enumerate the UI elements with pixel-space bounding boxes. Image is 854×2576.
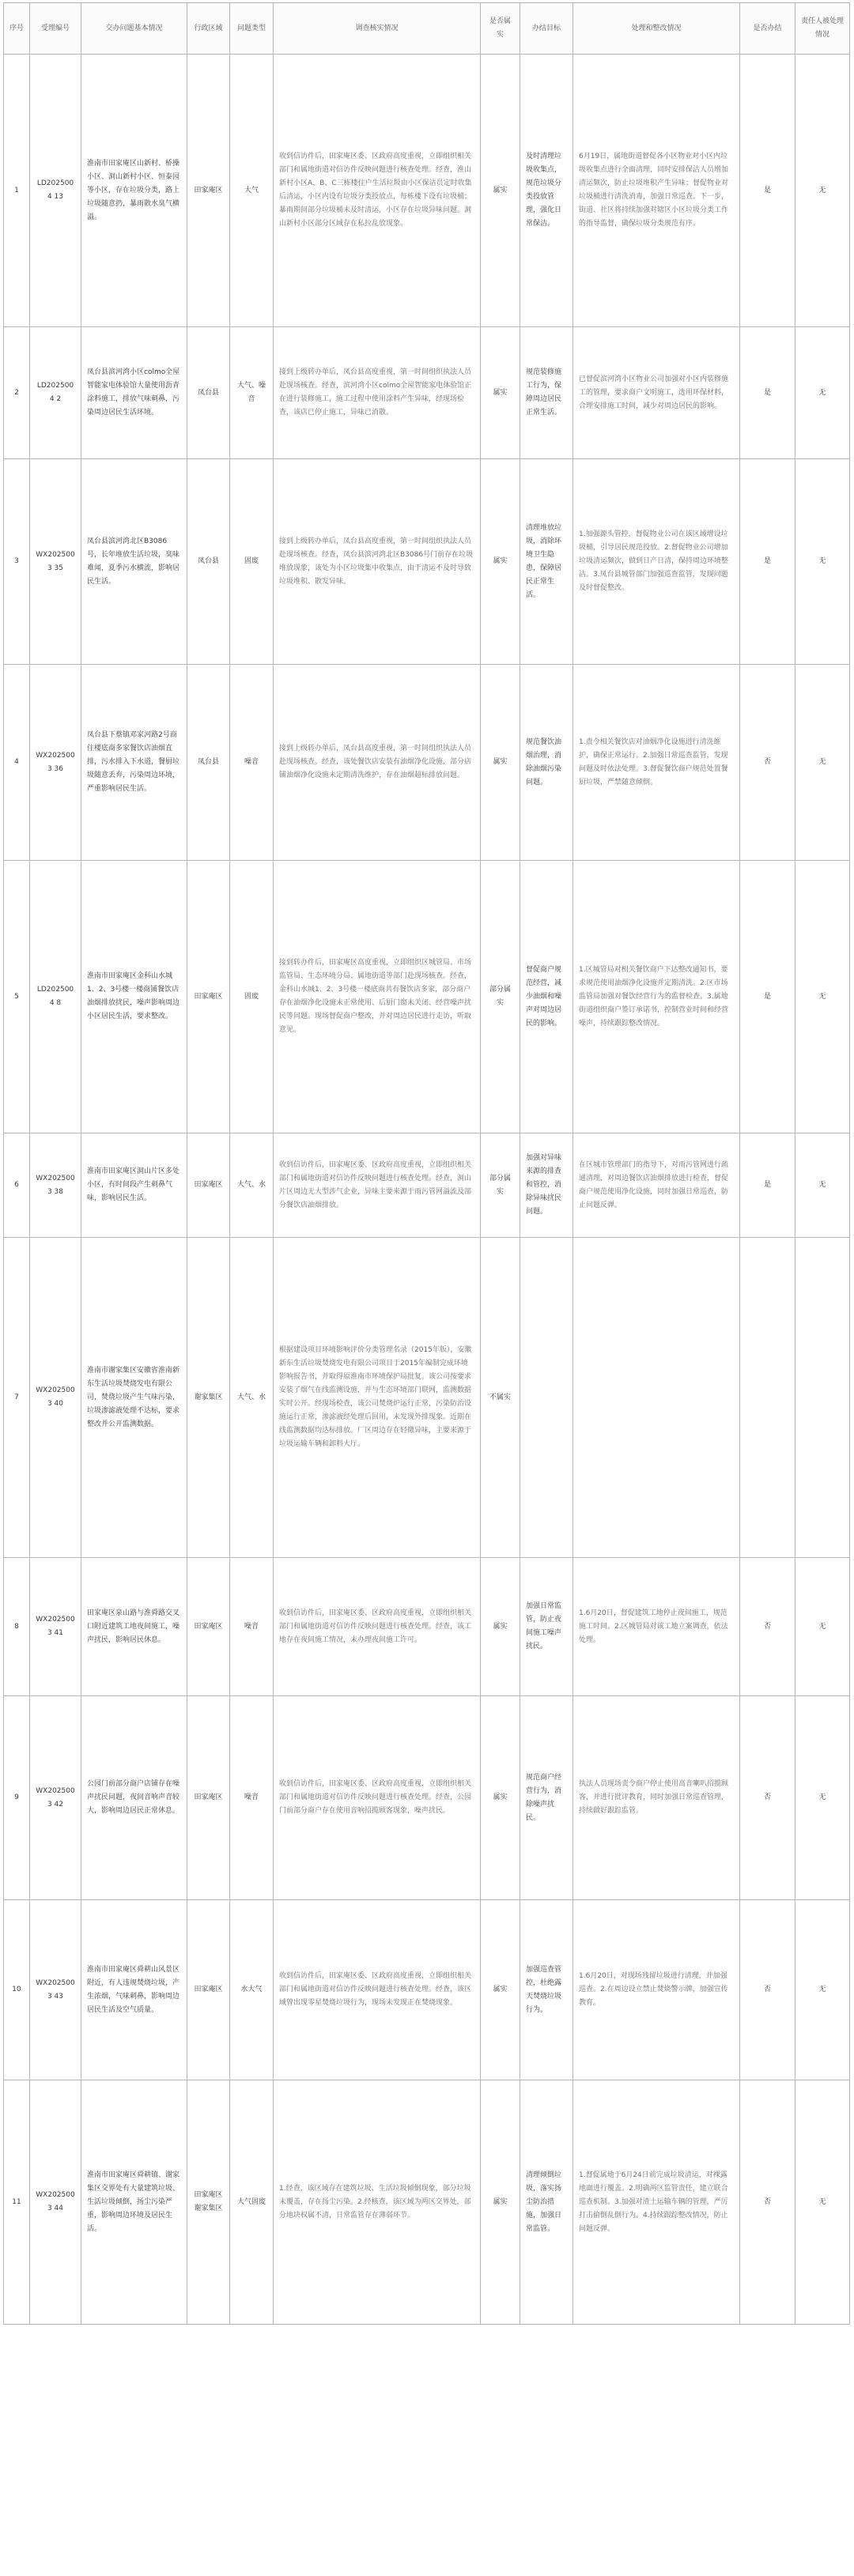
cell-verify: 接到上级转办单后，凤台县高度重视，第一时间组织执法人员赴现场核查。经查，凤台县滨河湾北区B3086号门前存在垃圾堆放现象，该处为小区垃圾集中收集点，由于清运不及时导致垃圾堆积、散发异味。: [274, 459, 481, 665]
header-district: 行政区域: [187, 3, 230, 55]
cell-seq: 7: [4, 1238, 30, 1558]
cell-accountability: 无: [795, 1558, 850, 1696]
cell-accountability: 无: [795, 55, 850, 327]
cell-goal: 及时清理垃圾收集点，规范垃圾分类投放管理，强化日常保洁。: [520, 55, 573, 327]
header-closed: 是否办结: [740, 3, 795, 55]
header-handling: 处理和整改情况: [573, 3, 740, 55]
cell-district: 田家庵区: [187, 861, 230, 1133]
cell-verify: 收到信访件后，田家庵区委、区政府高度重视，立即组织相关部门和属地街道对信访件反映问题进行核查处理。经查，洞山片区周边无大型涉气企业，异味主要来源于雨污管网溢流及部分餐饮店油烟排放。: [274, 1133, 481, 1238]
cell-accountability: 无: [795, 1696, 850, 1900]
table-row: [4, 1558, 850, 1696]
cell-type: 固废: [230, 459, 274, 665]
cell-type: 大气、水: [230, 1238, 274, 1558]
cell-case-no: WX2025003 38: [30, 1133, 81, 1238]
cell-case-no: LD2025004 2: [30, 327, 81, 459]
cell-accountability: 无: [795, 2080, 850, 2325]
cell-is-true: 属实: [481, 2080, 520, 2325]
cell-issue: 凤台县滨河湾北区B3086号，长年堆放生活垃圾，臭味难闻，夏季污水横流，影响居民生活。: [81, 459, 187, 665]
cell-handling: 在区城市管理部门的指导下，对雨污管网进行疏通清理，对周边餐饮店油烟排放进行检查，督促商户规范使用净化设施，同时加强日常巡查，防止问题反弹。: [573, 1133, 740, 1238]
cell-case-no: WX2025003 44: [30, 2080, 81, 2325]
cell-goal: 加强巡查管控，杜绝露天焚烧垃圾行为。: [520, 1900, 573, 2080]
cell-goal: 规范装修施工行为，保障周边居民正常生活。: [520, 327, 573, 459]
cell-is-true: 属实: [481, 1696, 520, 1900]
cell-type: 大气: [230, 55, 274, 327]
cell-verify: 收到信访件后，田家庵区委、区政府高度重视，立即组织相关部门和属地街道对信访件反映问题进行核查处理。经查，淮山新村小区A、B、C三栋楼住户生活垃圾由小区保洁员定时收集后清运，小区内设有垃圾分类投放点，每栋楼下设有垃圾桶；暴雨期间部分垃圾桶未及时清运，小区存在垃圾异味问题。洞山新村小区部分区域存在私拉乱放现象。: [274, 55, 481, 327]
report-table-sheet: [3, 2, 849, 2571]
cell-is-true: 属实: [481, 327, 520, 459]
cell-type: 大气、水: [230, 1133, 274, 1238]
cell-seq: 10: [4, 1900, 30, 2080]
cell-goal: 加强日常监管，防止夜间施工噪声扰民。: [520, 1558, 573, 1696]
cell-accountability: 无: [795, 459, 850, 665]
cell-accountability: 无: [795, 327, 850, 459]
cell-goal: [520, 1238, 573, 1558]
cell-closed: 是: [740, 459, 795, 665]
cell-case-no: WX2025003 43: [30, 1900, 81, 2080]
cell-issue: 淮南市田家庵区舜耕镇、谢家集区交界处有大量建筑垃圾、生活垃圾倾倒，扬尘污染严重，影响周边环境及居民生活。: [81, 2080, 187, 2325]
cell-goal: 规范商户经营行为，消除噪声扰民。: [520, 1696, 573, 1900]
cell-case-no: LD2025004 13: [30, 55, 81, 327]
header-goal: 办结目标: [520, 3, 573, 55]
header-verify: 调查核实情况: [274, 3, 481, 55]
cell-closed: [740, 1238, 795, 1558]
cell-verify: 收到信访件后，田家庵区委、区政府高度重视，立即组织相关部门和属地街道对信访件反映问题进行核查处理。经查，该区域曾出现零星焚烧垃圾行为，现场未发现正在焚烧现象。: [274, 1900, 481, 2080]
cell-district: 凤台县: [187, 459, 230, 665]
cell-district: 凤台县: [187, 327, 230, 459]
table-row: [4, 665, 850, 861]
table-header-row: [4, 3, 850, 55]
cell-issue: 淮南市田家庵区舜耕山风景区附近，有人违规焚烧垃圾，产生浓烟，气味刺鼻，影响周边居民生活及空气质量。: [81, 1900, 187, 2080]
header-seq: 序号: [4, 3, 30, 55]
cell-is-true: 属实: [481, 665, 520, 861]
cell-district: 田家庵区谢家集区: [187, 2080, 230, 2325]
cell-accountability: 无: [795, 1133, 850, 1238]
cell-district: 田家庵区: [187, 1696, 230, 1900]
cell-case-no: WX2025003 41: [30, 1558, 81, 1696]
header-is-true: 是否属实: [481, 3, 520, 55]
cell-closed: 是: [740, 55, 795, 327]
cell-is-true: 属实: [481, 1558, 520, 1696]
table-row: [4, 459, 850, 665]
cell-is-true: 属实: [481, 459, 520, 665]
header-accountability: 责任人被处理情况: [795, 3, 850, 55]
cell-handling: 1.督促属地于6月24日前完成垃圾清运，对裸露地面进行覆盖。2.明确两区监管责任，建立联合巡查机制。3.加强对渣土运输车辆的管理，严厉打击偷倒乱倒行为。4.持续跟踪整改情况，防止问题反弹。: [573, 2080, 740, 2325]
cell-case-no: WX2025003 42: [30, 1696, 81, 1900]
cell-closed: 是: [740, 327, 795, 459]
cell-closed: 是: [740, 861, 795, 1133]
cell-type: 噪音: [230, 665, 274, 861]
cell-goal: 规范餐饮油烟治理，消除油烟污染问题。: [520, 665, 573, 861]
cell-handling: 1.6月20日，督促建筑工地停止夜间施工，规范施工时间。2.区城管局对该工地立案调查，依法处理。: [573, 1558, 740, 1696]
cell-seq: 5: [4, 861, 30, 1133]
cell-handling: 1.责令相关餐饮店对油烟净化设施进行清洗维护，确保正常运行。2.加强日常巡查监管，发现问题及时依法处理。3.督促餐饮商户规范处置餐厨垃圾，严禁随意倾倒。: [573, 665, 740, 861]
table-row: [4, 327, 850, 459]
cell-seq: 4: [4, 665, 30, 861]
cell-closed: 否: [740, 1558, 795, 1696]
cell-verify: 接到转办件后，田家庵区高度重视，立即组织区城管局、市场监管局、生态环境分局、属地街道等部门赴现场核查。经查，金科山水城1、2、3号楼一楼底商共有餐饮店多家，部分商户存在油烟净化设施未正常使用、后厨门窗未关闭、经营噪声扰民等问题。现场督促商户整改，并对周边居民进行走访，听取意见。: [274, 861, 481, 1133]
cell-type: 大气、噪音: [230, 327, 274, 459]
cell-district: 田家庵区: [187, 55, 230, 327]
complaint-table: [3, 2, 850, 2325]
cell-closed: 是: [740, 1133, 795, 1238]
cell-issue: 凤台县下蔡镇邓家河路2号商住楼底商多家餐饮店油烟直排，污水排入下水道，餐厨垃圾随意丢弃，污染周边环境，严重影响居民生活。: [81, 665, 187, 861]
cell-type: 噪音: [230, 1696, 274, 1900]
cell-district: 田家庵区: [187, 1133, 230, 1238]
cell-accountability: 无: [795, 1900, 850, 2080]
cell-seq: 2: [4, 327, 30, 459]
cell-is-true: 不属实: [481, 1238, 520, 1558]
cell-verify: 接到上级转办单后，凤台县高度重视，第一时间组织执法人员赴现场核查。经查，该处餐饮店安装有油烟净化设施，部分店铺油烟净化设施未定期清洗维护，存在油烟超标排放问题。: [274, 665, 481, 861]
cell-issue: 淮南市田家庵区金科山水城1、2、3号楼一楼商铺餐饮店油烟排放扰民，噪声影响周边小区居民生活，要求整改。: [81, 861, 187, 1133]
cell-issue: 公园门前部分商户店铺存在噪声扰民问题，夜间音响声音较大，影响周边居民正常休息。: [81, 1696, 187, 1900]
cell-seq: 11: [4, 2080, 30, 2325]
cell-district: 田家庵区: [187, 1558, 230, 1696]
cell-district: 田家庵区: [187, 1900, 230, 2080]
cell-type: 大气固废: [230, 2080, 274, 2325]
cell-district: 凤台县: [187, 665, 230, 861]
cell-handling: 1.加强源头管控，督促物业公司在该区域增设垃圾桶，引导居民规范投放。2.督促物业公司增加垃圾清运频次，做到日产日清，保持周边环境整洁。3.凤台县城管部门加强巡查监管，发现问题及时督促整改。: [573, 459, 740, 665]
cell-goal: 清理堆放垃圾，消除环境卫生隐患，保障居民正常生活。: [520, 459, 573, 665]
header-type: 问题类型: [230, 3, 274, 55]
cell-closed: 否: [740, 665, 795, 861]
cell-is-true: 部分属实: [481, 1133, 520, 1238]
table-row: [4, 1238, 850, 1558]
cell-handling: 已督促滨河湾小区物业公司加强对小区内装修施工的管理，要求商户文明施工，选用环保材料，合理安排施工时间，减少对周边居民的影响。: [573, 327, 740, 459]
cell-case-no: WX2025003 40: [30, 1238, 81, 1558]
cell-handling: 6月19日，属地街道督促各小区物业对小区内垃圾收集点进行全面清理，同时安排保洁人员增加清运频次，防止垃圾堆积产生异味；督促物业对垃圾桶进行清洗消毒，加强日常巡查。下一步，街道、社区将持续加强对辖区小区垃圾分类工作的指导监督，确保垃圾分类规范有序。: [573, 55, 740, 327]
cell-case-no: WX2025003 36: [30, 665, 81, 861]
cell-goal: 清理倾倒垃圾，落实扬尘防治措施，加强日常监管。: [520, 2080, 573, 2325]
cell-seq: 9: [4, 1696, 30, 1900]
cell-type: 水大气: [230, 1900, 274, 2080]
cell-handling: 1.6月20日，对现场残留垃圾进行清理，并加强巡查。2.在周边设立禁止焚烧警示牌，加强宣传教育。: [573, 1900, 740, 2080]
cell-issue: 凤台县滨河湾小区colmo全屋智能家电体验馆大量使用沥青涂料施工，排放气味刺鼻，污染周边居民生活环境。: [81, 327, 187, 459]
cell-seq: 6: [4, 1133, 30, 1238]
cell-handling: [573, 1238, 740, 1558]
header-case-no: 受理编号: [30, 3, 81, 55]
cell-issue: 淮南市田家庵区山新村、桥操小区、洞山新村小区、恒泰园等小区，存在垃圾分类，路上垃圾随意扔，暴雨散水臭气横溢。: [81, 55, 187, 327]
cell-district: 谢家集区: [187, 1238, 230, 1558]
table-row: [4, 861, 850, 1133]
cell-verify: 收到信访件后，田家庵区委、区政府高度重视，立即组织相关部门和属地街道对信访件反映问题进行核查处理。经查，该工地存在夜间施工情况，未办理夜间施工许可。: [274, 1558, 481, 1696]
table-row: [4, 1900, 850, 2080]
cell-closed: 否: [740, 1696, 795, 1900]
cell-verify: 接到上级转办单后，凤台县高度重视，第一时间组织执法人员赴现场核查。经查，滨河湾小区colmo全屋智能家电体验馆正在进行装修施工，施工过程中使用涂料产生异味，经现场检查，该店已停止施工，异味已消散。: [274, 327, 481, 459]
cell-seq: 3: [4, 459, 30, 665]
cell-accountability: 无: [795, 861, 850, 1133]
cell-case-no: WX2025003 35: [30, 459, 81, 665]
cell-verify: 收到信访件后，田家庵区委、区政府高度重视，立即组织相关部门和属地街道对信访件反映问题进行核查处理。经查，公园门前部分商户存在使用音响招揽顾客现象，噪声扰民。: [274, 1696, 481, 1900]
cell-issue: 淮南市田家庵区洞山片区多处小区，有时间段产生刺鼻气味，影响居民生活。: [81, 1133, 187, 1238]
cell-verify: 根据建设项目环境影响评价分类管理名录（2015年版），安徽新东生活垃圾焚烧发电有限公司项目于2015年编制完成环境影响报告书，并取得原淮南市环境保护局批复。该公司按要求安装了烟气在线监测设施，并与生态环境部门联网，监测数据实时公开。经现场检查，该公司焚烧炉运行正常，污染防治设施运行正常，渗滤液经处理后回用，未发现外排现象。近期在线监测数据均达标排放。厂区周边存在轻微异味，主要来源于垃圾运输车辆和卸料大厅。: [274, 1238, 481, 1558]
table-row: [4, 55, 850, 327]
cell-is-true: 部分属实: [481, 861, 520, 1133]
cell-closed: 否: [740, 1900, 795, 2080]
cell-issue: 田家庵区泉山路与淮舜路交叉口附近建筑工地夜间施工，噪声扰民，影响居民休息。: [81, 1558, 187, 1696]
cell-case-no: LD2025004 8: [30, 861, 81, 1133]
cell-verify: 1.经查，该区域存在建筑垃圾、生活垃圾倾倒现象，部分垃圾未覆盖，存在扬尘污染。2.经核查，该区域为两区交界处，部分地块权属不清，日常监管存在薄弱环节。: [274, 2080, 481, 2325]
table-row: [4, 2080, 850, 2325]
cell-seq: 1: [4, 55, 30, 327]
cell-goal: 督促商户规范经营，减少油烟和噪声对周边居民的影响。: [520, 861, 573, 1133]
cell-is-true: 属实: [481, 1900, 520, 2080]
cell-type: 噪音: [230, 1558, 274, 1696]
cell-accountability: 无: [795, 665, 850, 861]
cell-goal: 加强对异味来源的排查和管控，消除异味扰民问题。: [520, 1133, 573, 1238]
table-row: [4, 1696, 850, 1900]
cell-issue: 淮南市谢家集区安徽省淮南新东生活垃圾焚烧发电有限公司，焚烧垃圾产生气味污染，垃圾渗滤液处理不达标，要求整改并公开监测数据。: [81, 1238, 187, 1558]
cell-handling: 1.区城管局对相关餐饮商户下达整改通知书，要求规范使用油烟净化设施并定期清洗。2.区市场监管局加强对餐饮经营行为的监督检查。3.属地街道组织商户签订承诺书，控制营业时间和经营噪声，持续跟踪整改情况。: [573, 861, 740, 1133]
cell-is-true: 属实: [481, 55, 520, 327]
cell-type: 固废: [230, 861, 274, 1133]
cell-closed: 否: [740, 2080, 795, 2325]
cell-accountability: [795, 1238, 850, 1558]
header-issue: 交办问题基本情况: [81, 3, 187, 55]
cell-handling: 执法人员现场责令商户停止使用高音喇叭招揽顾客，并进行批评教育，同时加强日常巡查管理，持续做好跟踪监管。: [573, 1696, 740, 1900]
cell-seq: 8: [4, 1558, 30, 1696]
table-row: [4, 1133, 850, 1238]
